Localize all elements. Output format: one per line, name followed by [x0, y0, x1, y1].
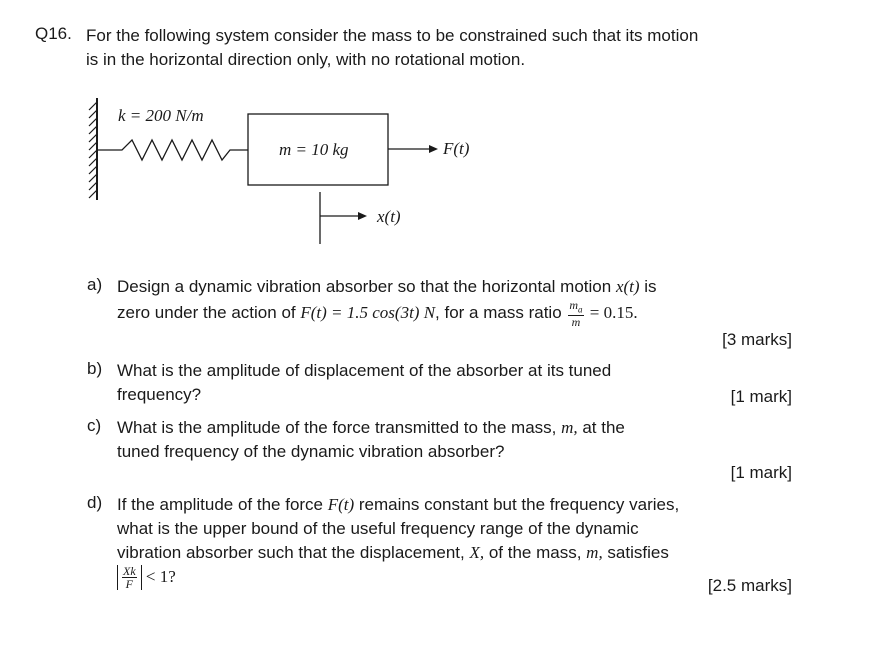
part-b-marks: [1 mark]	[730, 387, 792, 406]
part-b-letter: b)	[87, 359, 103, 378]
question-stem: For the following system consider the mass to be constrained such that its motion is in the horizontal direction only, with no rotational motion.	[86, 26, 699, 69]
xk-over-f-fraction: $\frac{Xk}{F}$	[123, 564, 136, 592]
displacement-label: x(t)	[377, 207, 401, 226]
part-d-letter: d)	[87, 493, 103, 512]
wall-hatching	[89, 102, 97, 198]
part-a-marks: [3 marks]	[722, 330, 792, 349]
question-number: Q16.	[35, 24, 72, 43]
mass-ratio-fraction: $\frac{m_a}{m}$	[569, 298, 583, 330]
part-d-marks: [2.5 marks]	[707, 576, 792, 595]
part-a-letter: a)	[87, 275, 103, 294]
part-c-marks: [1 mark]	[730, 463, 792, 482]
part-b-text: What is the amplitude of displacement of the absorber at its tuned frequency?	[117, 361, 612, 404]
part-c-letter: c)	[87, 416, 102, 435]
part-a-text: Design a dynamic vibration absorber so that the horizontal motion x(t) is zero under the action of F(t) = 1.5 cos(3t) N, for a mass ratio $\frac{m_a}{m}$ = 0.15.	[117, 277, 657, 330]
abs-value-bars	[117, 565, 142, 590]
mass-label: m = 10 kg	[279, 140, 349, 159]
displacement-arrowhead	[358, 212, 367, 220]
part-d-text: If the amplitude of the force F(t) remains constant but the frequency varies, what is the upper bound of the useful frequency range of the dynamic vibration absorber such that the displacement, X, of the mass, m, satisfies $\frac{Xk}{F}$ < 1?	[117, 495, 680, 592]
spring-label: k = 200 N/m	[118, 106, 204, 125]
spring	[97, 140, 248, 160]
force-arrowhead	[429, 145, 438, 153]
force-label: F(t)	[443, 139, 470, 158]
part-c-text: What is the amplitude of the force transmitted to the mass, m, at the tuned frequency of the dynamic vibration absorber?	[117, 418, 625, 461]
